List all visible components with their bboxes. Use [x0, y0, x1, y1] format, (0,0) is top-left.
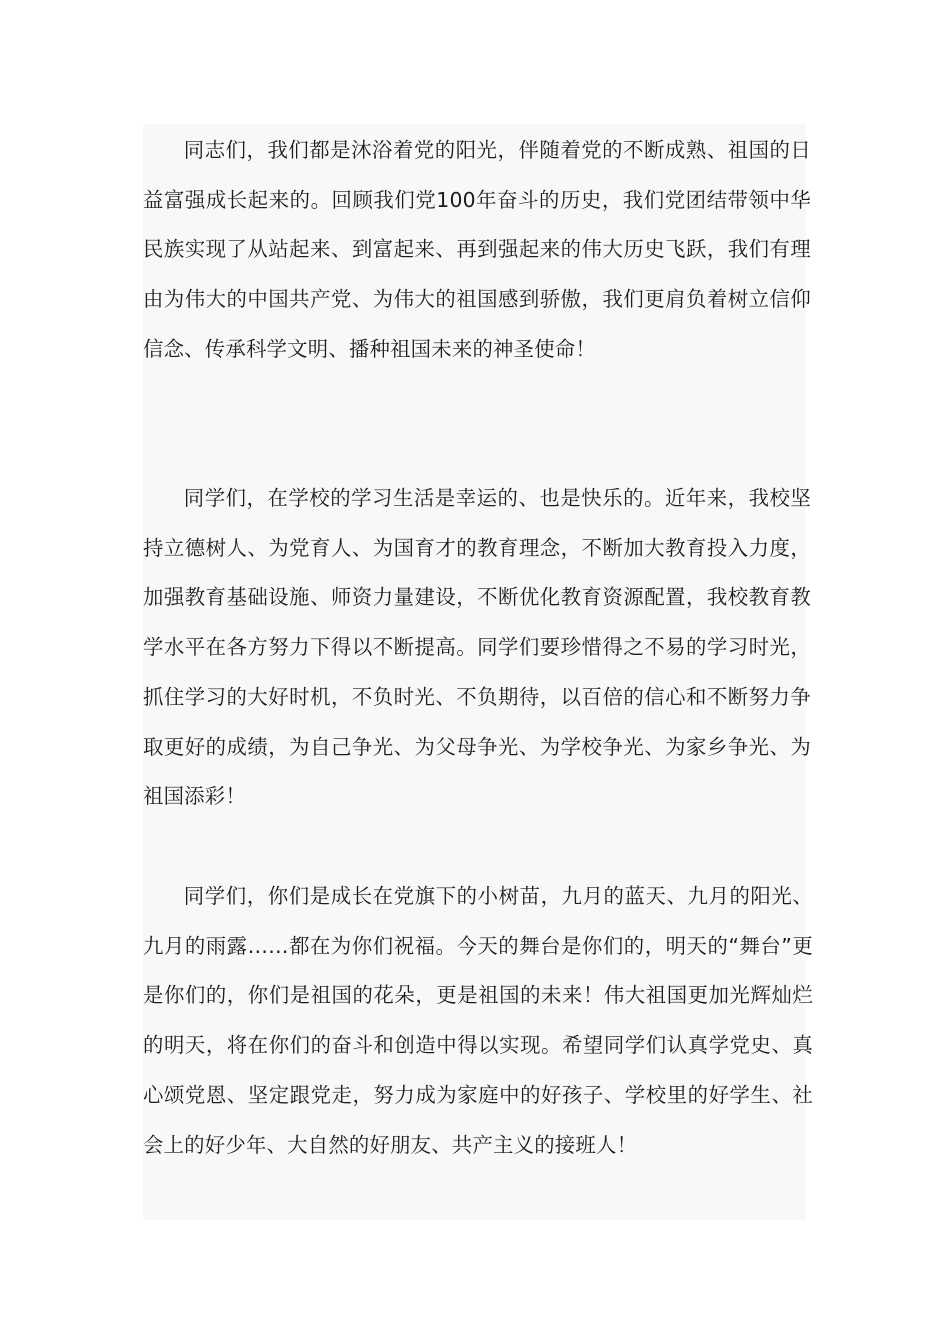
paragraph-students-future: 同学们，你们是成长在党旗下的小树苗，九月的蓝天、九月的阳光、九月的雨露……都在为你们祝福。今天的舞台是你们的，明天的“舞台”更是你们的，你们是祖国的花朵，更是祖国的未来！伟大祖国更加光辉灿烂的明天，将在你们的奋斗和创造中得以实现。希望同学们认真学党史、真心颂党恩、坚定跟党走，努力成为家庭中的好孩子、学校里的好学生、社会上的好少年、大自然的好朋友、共产主义的接班人！: [143, 884, 813, 1157]
paragraph-students-school: 同学们，在学校的学习生活是幸运的、也是快乐的。近年来，我校坚持立德树人、为党育人、为国育才的教育理念，不断加大教育投入力度，加强教育基础设施、师资力量建设，不断优化教育资源配置，我校教育教学水平在各方努力下得以不断提高。同学们要珍惜得之不易的学习时光，抓住学习的大好时机，不负时光、不负期待，以百倍的信心和不断努力争取更好的成绩，为自己争光、为父母争光、为学校争光、为家乡争光、为祖国添彩！: [143, 486, 811, 809]
paragraph-comrades: 同志们，我们都是沐浴着党的阳光，伴随着党的不断成熟、祖国的日益富强成长起来的。回顾我们党100年奋斗的历史，我们党团结带领中华民族实现了从站起来、到富起来、再到强起来的伟大历史飞跃，我们有理由为伟大的中国共产党、为伟大的祖国感到骄傲，我们更肩负着树立信仰信念、传承科学文明、播种祖国未来的神圣使命！: [143, 138, 811, 361]
speech-text-block: [143, 124, 813, 1220]
